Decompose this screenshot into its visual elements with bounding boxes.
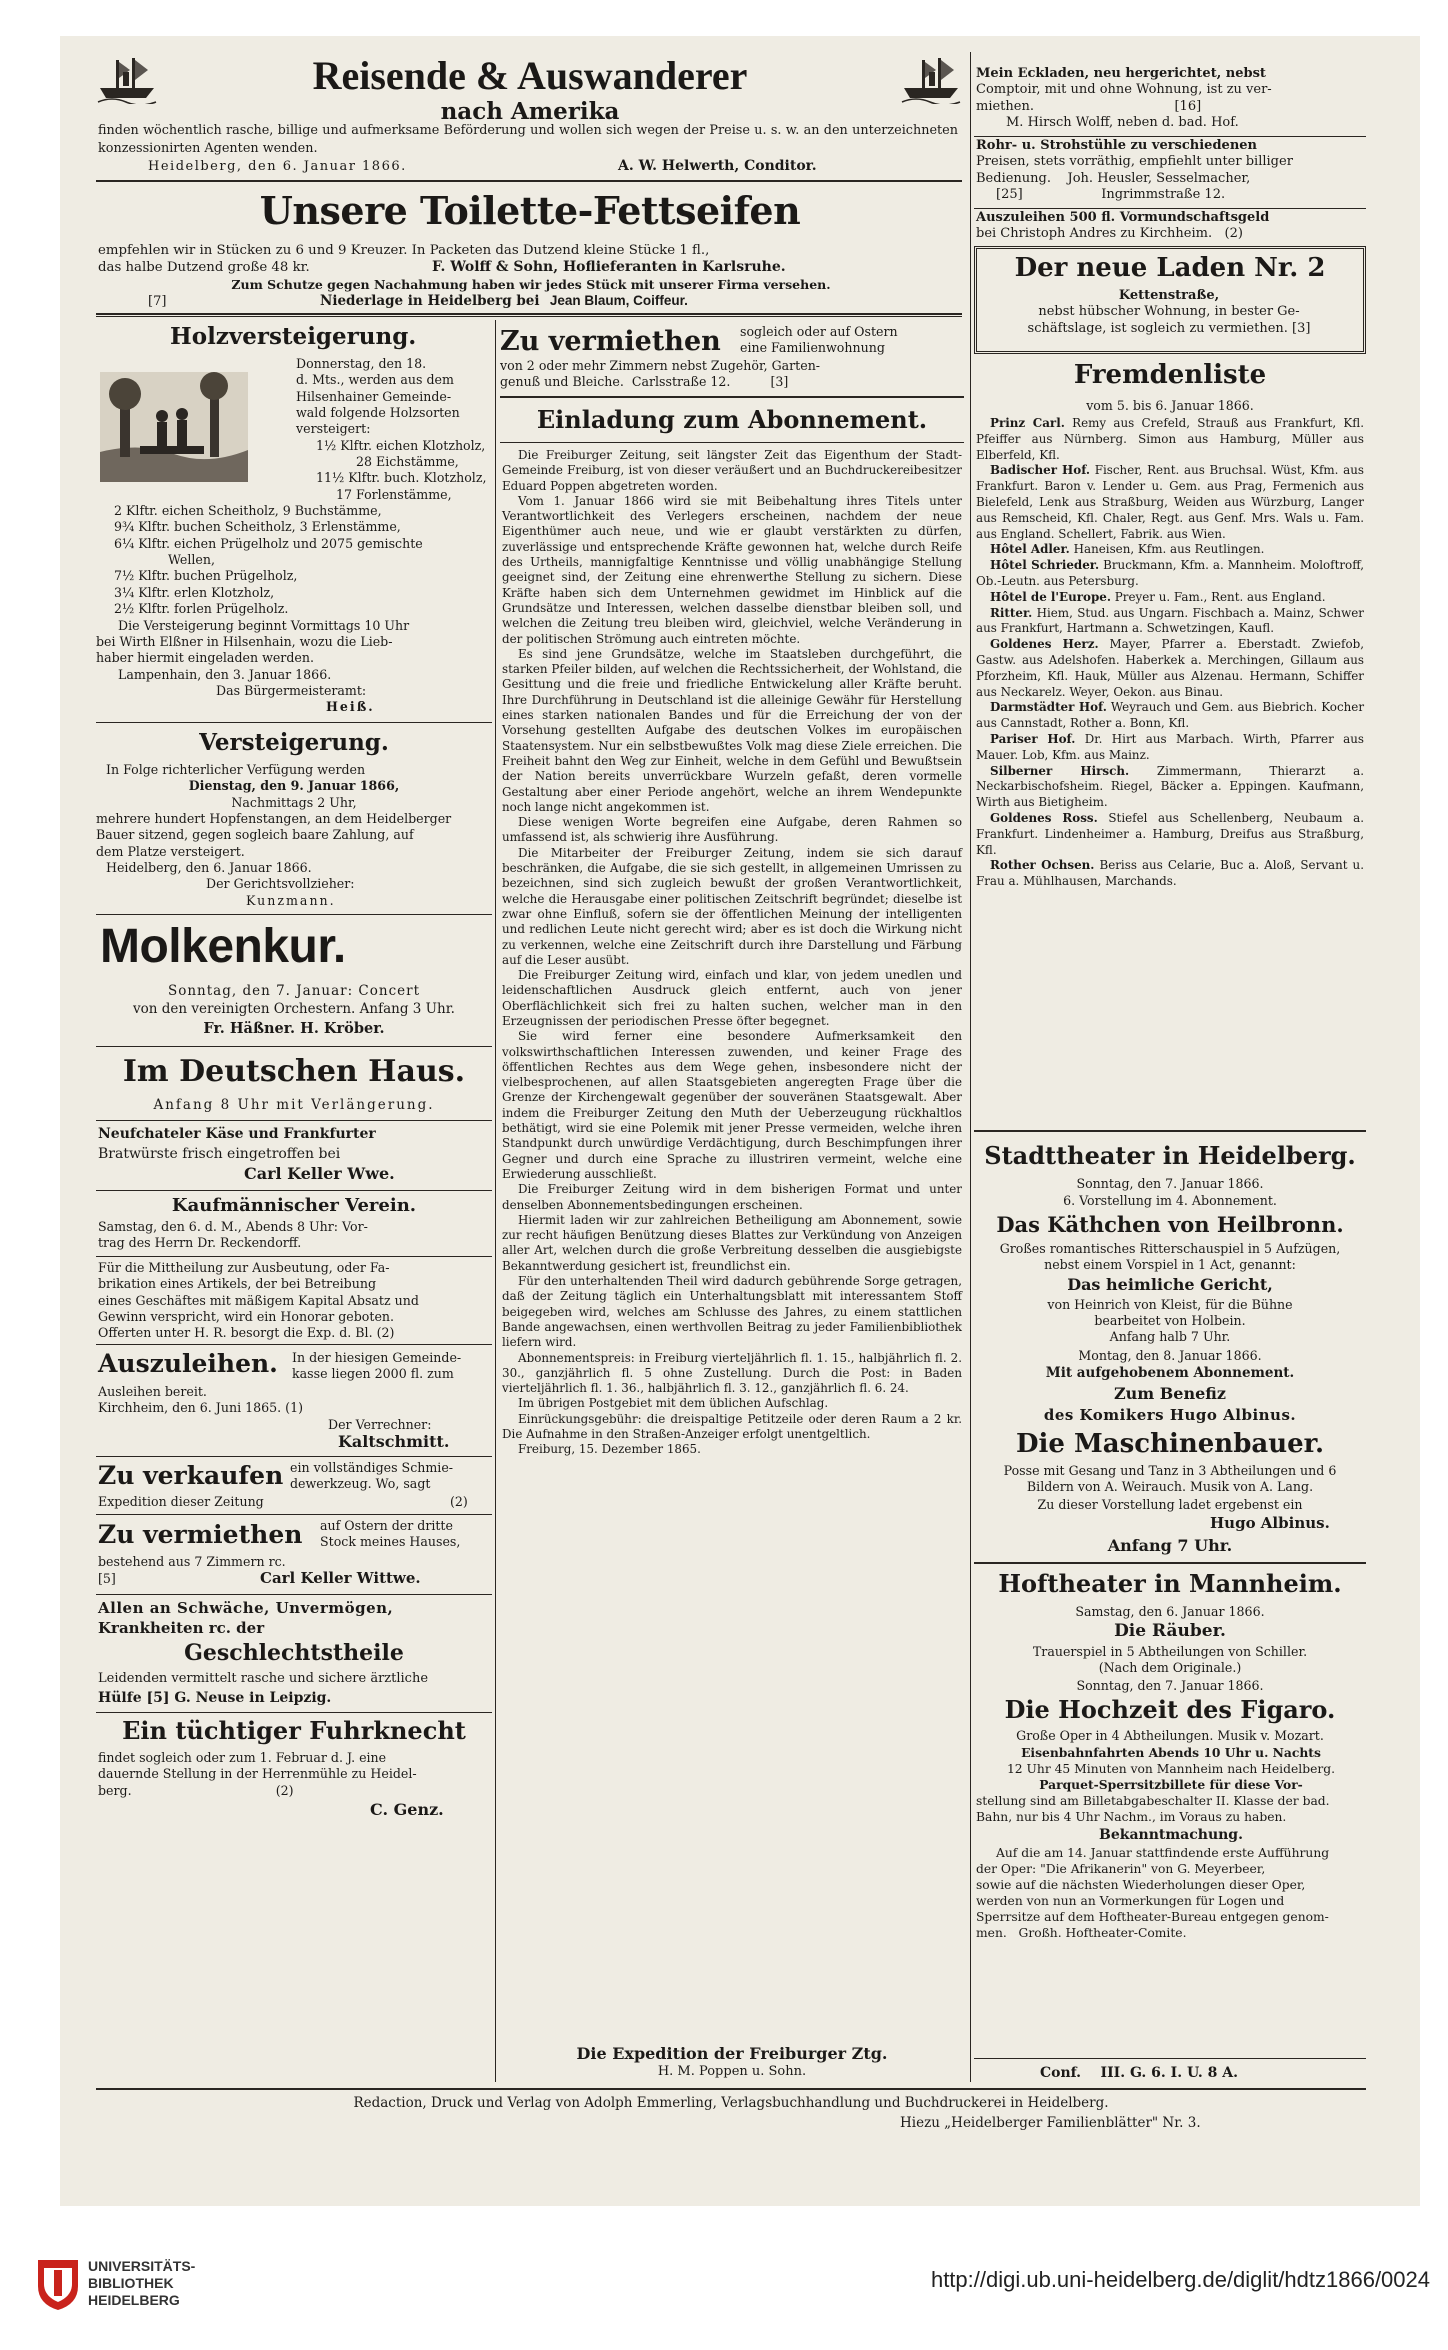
laden-line: Kettenstraße, bbox=[1118, 288, 1220, 303]
rohr-lines bbox=[976, 138, 1366, 203]
holz-line: 2½ Klftr. forlen Prügelholz. bbox=[114, 601, 289, 617]
reisende-date: Heidelberg, den 6. Januar 1866. bbox=[148, 159, 407, 174]
holz-line: 1½ Klftr. eichen Klotzholz, bbox=[316, 437, 486, 453]
auszul-side-line: In der hiesigen Gemeinde- bbox=[292, 1350, 462, 1365]
abo-para: Die Freiburger Zeitung, seit längster Zeit das Eigenthum der Stadt-Gemeinde Freiburg, ist von dieser veräußert und an Buchdruckereibesitzer Eduard Poppen abgetreten worden. bbox=[502, 448, 962, 493]
vermiethen2-title: Zu vermiethen bbox=[98, 1520, 303, 1549]
abo-para: Diese wenigen Worte begreifen eine Aufgabe, deren Rahmen so umfassend ist, als schwierig ihre Ausführung. bbox=[502, 815, 962, 845]
vermiethen2-ref: [5] bbox=[98, 1571, 116, 1586]
stadt-l5: von Heinrich von Kleist, für die Bühne bbox=[1047, 1297, 1293, 1312]
verkaufen-side bbox=[290, 1460, 494, 1493]
toilette-depot bbox=[320, 292, 960, 310]
imprint-line1: Redaction, Druck und Verlag von Adolph Emmerling, Verlagsbuchhandlung und Buchdruckerei in Heidelberg. bbox=[353, 2095, 1109, 2111]
fremden-entry-guests: Fischer, Rent. aus Bruchsal. Wüst, Kfm. aus Frankfurt. Baron v. Lender u. Gem. aus Prag, Fermenich aus Bielefeld, Lenk aus Straßburg, Weiden aus Würzburg, Langer aus Remscheid, Kfl. Chaler, Regt. aus Genf. Mrs. Wals u. Fam. aus England. Schellert, Fabrik. aus Wien. bbox=[976, 463, 1364, 541]
hof-title: Hoftheater in Mannheim. bbox=[998, 1569, 1342, 1598]
toilette-line2: das halbe Dutzend große 48 kr. bbox=[98, 260, 310, 275]
holz-line: bei Wirth Elßner in Hilsenhain, wozu die Lieb- bbox=[96, 633, 393, 649]
source-url-link[interactable]: http://digi.ub.uni-heidelberg.de/diglit/hdtz1866/0024 bbox=[930, 2267, 1430, 2292]
divider bbox=[96, 722, 492, 723]
divider bbox=[96, 1120, 492, 1121]
fremden-entry-guests: Beriss aus Celarie, Buc a. Aloß, Servant u. Frau a. Mühlhausen, Marchands. bbox=[976, 858, 1364, 889]
holz-line: Lampenhain, den 3. Januar 1866. bbox=[118, 666, 332, 682]
verkaufen-side-line: ein vollständiges Schmie- bbox=[290, 1460, 454, 1475]
holz-lines bbox=[96, 356, 496, 716]
divider bbox=[974, 136, 1366, 137]
fremden-entry-guests: Stiefel aus Schellenberg, Neubaum a. Frankfurt. Lindenheimer a. Hamburg, Dreifus aus Straßburg, Kfl. bbox=[976, 810, 1364, 857]
stadt-l13: Bildern von A. Weirauch. Musik von A. Lang. bbox=[1026, 1479, 1314, 1494]
divider bbox=[96, 316, 962, 317]
laden-line: nebst hübscher Wohnung, in bester Ge- bbox=[1038, 304, 1300, 320]
hof-line: men. Großh. Hoftheater-Comite. bbox=[976, 1926, 1187, 1940]
auszul-sign: Kaltschmitt. bbox=[338, 1432, 450, 1451]
divider bbox=[96, 1256, 492, 1257]
fremden-entry-hotel: Badischer Hof. bbox=[990, 463, 1091, 478]
toilette-title: Unsere Toilette-Fettseifen bbox=[259, 188, 801, 233]
stadt-l8: Montag, den 8. Januar 1866. bbox=[1078, 1348, 1262, 1363]
abo-title: Einladung zum Abonnement. bbox=[536, 405, 928, 434]
holz-line: Hilsenhainer Gemeinde- bbox=[296, 388, 452, 404]
vermiethen2-side-line: auf Ostern der dritte bbox=[320, 1518, 453, 1533]
fuhrknecht-line: dauernde Stellung in der Herrenmühle zu Heidel- bbox=[98, 1766, 417, 1782]
divider bbox=[96, 1712, 492, 1713]
hof-l4: Sonntag, den 7. Januar 1866. bbox=[1076, 1678, 1264, 1693]
deutsch-title: Im Deutschen Haus. bbox=[122, 1054, 466, 1089]
divider bbox=[96, 313, 962, 315]
toilette-warning: Zum Schutze gegen Nachahmung haben wir jedes Stück mit unserer Firma versehen. bbox=[231, 277, 831, 292]
divider bbox=[96, 2088, 1366, 2090]
stadt-l6: bearbeitet von Holbein. bbox=[1094, 1313, 1246, 1328]
toilette-depot-name: Jean Blaum, Coiffeur. bbox=[549, 293, 688, 308]
fremden-entry-guests: Remy aus Crefeld, Strauß aus Frankfurt, Kfl. Pfeiffer aus Nürnberg. Simon aus Hamburg, Müller aus Elberfeld, Kfl. bbox=[976, 416, 1365, 462]
holz-line: Das Bürgermeisteramt: bbox=[216, 682, 367, 698]
vermiethen2-side-line: Stock meines Hauses, bbox=[320, 1534, 461, 1550]
fremden-entry-hotel: Silberner Hirsch. bbox=[990, 763, 1130, 778]
reisende-sign: A. W. Helwerth, Conditor. bbox=[618, 158, 817, 174]
fremden-entry bbox=[976, 606, 1364, 638]
fremden-entry-guests: Preyer u. Fam., Rent. aus England. bbox=[1110, 589, 1326, 604]
eckladen-line: M. Hirsch Wolff, neben d. bad. Hof. bbox=[1006, 115, 1239, 131]
hof-line: der Oper: "Die Afrikanerin" von G. Meyerbeer, bbox=[976, 1862, 1266, 1876]
laden-line: schäftslage, ist sogleich zu vermiethen. [3] bbox=[1027, 320, 1311, 336]
vermiethen-line: genuß und Bleiche. Carlsstraße 12. [3] bbox=[500, 374, 789, 390]
vermiethen2-line: bestehend aus 7 Zimmern rc. bbox=[98, 1554, 286, 1569]
mittheilung-line: Gewinn verspricht, wird ein Honorar geboten. bbox=[98, 1309, 395, 1325]
holz-line: haber hiermit eingeladen werden. bbox=[96, 650, 314, 666]
holz-line: 11½ Klftr. buch. Klotzholz, bbox=[316, 470, 487, 486]
abo-sign2: H. M. Poppen u. Sohn. bbox=[657, 2064, 807, 2079]
hof-l1: Samstag, den 6. Januar 1866. bbox=[1075, 1604, 1265, 1619]
eckladen-lines bbox=[976, 66, 1366, 131]
verst-line: dem Platze versteigert. bbox=[96, 843, 245, 859]
ausz-line: Auszuleihen 500 fl. Vormundschaftsgeld bbox=[976, 210, 1270, 225]
fremden-entry-hotel: Hôtel Adler. bbox=[990, 542, 1070, 557]
stadt-l2: 6. Vorstellung im 4. Abonnement. bbox=[1063, 1193, 1277, 1208]
holz-line: d. Mts., werden aus dem bbox=[296, 372, 454, 388]
library-logo-line: BIBLIOTHEK bbox=[88, 2275, 174, 2291]
vermiethen-side bbox=[740, 324, 960, 357]
abo-para: Die Freiburger Zeitung wird, einfach und klar, von jedem unedlen und leidenschaftlichen Ausdruck gleich entfernt, auch von jener Oberflächlichkeit sich frei zu halten suchen, welcher man in den Erzeugnissen der periodischen Presse öfter begegnet. bbox=[502, 968, 962, 1028]
hof-l2: Trauerspiel in 5 Abtheilungen von Schiller. bbox=[1032, 1644, 1308, 1659]
university-seal-icon bbox=[34, 2256, 82, 2312]
reisende-subtitle: nach Amerika bbox=[440, 98, 620, 125]
fremden-list bbox=[976, 416, 1364, 890]
verst-line: Nachmittags 2 Uhr, bbox=[231, 794, 357, 810]
hof-l6: Eisenbahnfahrten Abends 10 Uhr u. Nachts bbox=[1021, 1745, 1321, 1760]
divider bbox=[974, 1562, 1366, 1564]
divider bbox=[96, 1456, 492, 1457]
stadt-play3: Die Maschinenbauer. bbox=[1015, 1429, 1325, 1459]
vermiethen-line: von 2 oder mehr Zimmern nebst Zugehör, Garten- bbox=[500, 358, 821, 373]
kaese-line1: Neufchateler Käse und Frankfurter bbox=[98, 1126, 376, 1142]
rohr-line: Preisen, stets vorräthig, empfiehlt unter billiger bbox=[976, 154, 1293, 170]
auszul-line: Ausleihen bereit. bbox=[98, 1384, 207, 1399]
stadt-l3: Großes romantisches Ritterschauspiel in 5 Aufzügen, bbox=[999, 1241, 1341, 1256]
hof-line: Bekanntmachung. bbox=[1099, 1827, 1243, 1843]
library-logo-line: HEIDELBERG bbox=[88, 2292, 180, 2308]
vermiethen-side-line: sogleich oder auf Ostern bbox=[740, 324, 898, 339]
divider bbox=[96, 914, 492, 915]
column-rule bbox=[970, 52, 971, 2082]
verst-lines bbox=[96, 762, 492, 909]
molken-title: Molkenkur. bbox=[100, 920, 346, 973]
divider bbox=[96, 180, 962, 182]
ausz-lines bbox=[976, 210, 1366, 243]
fremden-entry bbox=[976, 811, 1364, 858]
abo-para: Hiermit laden wir zur zahlreichen Betheiligung am Abonnement, sowie zur recht häufigen Benützung dieses Blattes zur Verkündung von Anzeigen aller Art, welchen durch die große Verbreitung desselben die ausgiebigste Bekanntwerdung gesichert ist, freundlichst ein. bbox=[502, 1212, 962, 1273]
abo-para: Sie wird ferner eine besondere Aufmerksamkeit den volkswirthschaftlichen Interessen zuwenden, und keiner Frage des öffentlichen Rechtes aus dem Wege gehen, insbesondere nicht der vielbesprochenen, auf allen Staatsgebieten angeregten Frage über die Grenze der Kirchengewalt gegenüber der souveränen Staatsgewalt. Aber indem die Freiburger Zeitung den Muth der Ueberzeugung rückhaltlos bethätigt, wird sie eine Polemik mit jener Presse vermeiden, welche ihren Standpunkt durch unwürdige Verdächtigung, durch Beschimpfungen ihrer Gegner und durch eine Sprache zu illustriren vermeint, welche eine Erwiederung ausschließt. bbox=[502, 1029, 962, 1181]
toilette-ref: [7] bbox=[148, 294, 167, 309]
fremden-entry-guests: Hiem, Stud. aus Ungarn. Fischbach a. Mainz, Schwer aus Frankfurt, Hartmann a. Schwetzingen, Kaufl. bbox=[976, 605, 1364, 636]
divider bbox=[500, 442, 964, 443]
fremden-entry-hotel: Hôtel Schrieder. bbox=[990, 558, 1100, 573]
verst-line: mehrere hundert Hopfenstangen, an dem Heidelberger bbox=[96, 811, 452, 827]
fremden-entry-hotel: Goldenes Herz. bbox=[990, 637, 1099, 652]
hof-play2: Die Hochzeit des Figaro. bbox=[1004, 1695, 1336, 1724]
fremden-title: Fremdenliste bbox=[1073, 360, 1267, 390]
verein-line: Samstag, den 6. d. M., Abends 8 Uhr: Vor- bbox=[98, 1219, 368, 1234]
schwaeche-line2: Krankheiten rc. der bbox=[98, 1619, 265, 1637]
hof-l3: (Nach dem Originale.) bbox=[1098, 1660, 1242, 1675]
fremden-entry bbox=[976, 700, 1364, 732]
kaese-line2: Bratwürste frisch eingetroffen bei bbox=[98, 1146, 341, 1162]
stadt-l4: nebst einem Vorspiel in 1 Act, genannt: bbox=[1044, 1257, 1296, 1272]
fremden-entry-hotel: Rother Ochsen. bbox=[990, 858, 1095, 873]
holz-line: 9¾ Klftr. buchen Scheitholz, 3 Erlenstämme, bbox=[114, 519, 401, 535]
hof-l5: Große Oper in 4 Abtheilungen. Musik v. Mozart. bbox=[1016, 1728, 1324, 1743]
fremden-entry bbox=[976, 542, 1364, 558]
hof-play: Die Räuber. bbox=[1114, 1621, 1226, 1641]
molken-sign: Fr. Häßner. H. Kröber. bbox=[203, 1020, 385, 1037]
holz-title: Holzversteigerung. bbox=[170, 323, 417, 350]
holz-line: Die Versteigerung beginnt Vormittags 10 Uhr bbox=[118, 617, 410, 633]
holz-line: Wellen, bbox=[168, 552, 215, 568]
fremden-entry-guests: Haneisen, Kfm. aus Reutlingen. bbox=[1069, 542, 1265, 557]
ausz-line: bei Christoph Andres zu Kirchheim. (2) bbox=[976, 226, 1243, 242]
divider bbox=[96, 1344, 492, 1345]
hof-line: Parquet-Sperrsitzbillete für diese Vor- bbox=[1039, 1777, 1303, 1792]
rohr-line: [25] Ingrimmstraße 12. bbox=[996, 187, 1226, 203]
fremden-entry bbox=[976, 590, 1364, 606]
verst-line: In Folge richterlicher Verfügung werden bbox=[106, 762, 366, 777]
fuhrknecht-line: findet sogleich oder zum 1. Februar d. J. eine bbox=[98, 1750, 387, 1765]
vermiethen2-sign: Carl Keller Wittwe. bbox=[260, 1569, 421, 1587]
verein-line: trag des Herrn Dr. Reckendorff. bbox=[98, 1235, 302, 1251]
stadt-l1: Sonntag, den 7. Januar 1866. bbox=[1076, 1176, 1264, 1191]
divider bbox=[974, 208, 1366, 209]
auszul-side-line: kasse liegen 2000 fl. zum bbox=[292, 1366, 454, 1382]
holz-line: 3¼ Klftr. erlen Klotzholz, bbox=[114, 584, 275, 600]
ship-right-icon bbox=[900, 50, 962, 104]
holz-line: versteigert: bbox=[296, 421, 371, 437]
stadt-l14: Zu dieser Vorstellung ladet ergebenst ein bbox=[1037, 1497, 1303, 1512]
fremden-entry bbox=[976, 858, 1364, 890]
stadt-play2: Das heimliche Gericht, bbox=[1067, 1275, 1273, 1294]
rohr-line: Bedienung. Joh. Heusler, Sesselmacher, bbox=[976, 170, 1251, 186]
hof-line: Sperrsitze auf dem Hoftheater-Bureau entgegen genom- bbox=[976, 1910, 1329, 1924]
toilette-firm: F. Wolff & Sohn, Hoflieferanten in Karlsruhe. bbox=[432, 259, 786, 275]
auszul-title: Auszuleihen. bbox=[98, 1349, 278, 1378]
fremden-entry-guests: Dr. Hirt aus Marbach. Wirth, Pfarrer aus Mauer. Lob, Kfm. aus Mainz. bbox=[976, 731, 1364, 762]
abo-para: Die Freiburger Zeitung wird in dem bisherigen Format und unter denselben Abonnementsbedingungen erscheinen. bbox=[502, 1182, 962, 1212]
verkaufen-title: Zu verkaufen bbox=[98, 1461, 284, 1490]
stadt-l12: Posse mit Gesang und Tanz in 3 Abtheilungen und 6 bbox=[1003, 1463, 1337, 1478]
abo-sign: Die Expedition der Freiburger Ztg. bbox=[576, 2044, 888, 2063]
hof-lines bbox=[976, 1745, 1366, 1941]
stadt-play: Das Käthchen von Heilbronn. bbox=[996, 1212, 1344, 1237]
hof-line: werden von nun an Vormerkungen für Logen und bbox=[976, 1894, 1285, 1908]
mittheilung-lines bbox=[98, 1260, 494, 1342]
abo-para: Für den unterhaltenden Theil wird dadurch gebührende Sorge getragen, daß der Zeitung täglich ein Unterhaltungsblatt mit interessantem Stoff beigegeben wird, welches am Schlusse des Jahres, zu einem stattlichen Bande angewachsen, einen werthvollen Beitrag zu jeder Familienbibliothek liefern wird. bbox=[502, 1274, 962, 1350]
verein-title: Kaufmännischer Verein. bbox=[171, 1195, 417, 1216]
holz-line: 6¼ Klftr. eichen Prügelholz und 2075 gemischte bbox=[114, 535, 423, 551]
divider bbox=[96, 1190, 492, 1191]
mittheilung-line: Für die Mittheilung zur Ausbeutung, oder Fa- bbox=[98, 1260, 390, 1275]
abo-para: Im übrigen Postgebiet mit dem üblichen Aufschlag. bbox=[518, 1396, 829, 1411]
verst-line: Der Gerichtsvollzieher: bbox=[206, 876, 355, 892]
mittheilung-line: Offerten unter H. R. besorgt die Exp. d. Bl. (2) bbox=[98, 1325, 395, 1341]
fremden-sub: vom 5. bis 6. Januar 1866. bbox=[1086, 398, 1254, 413]
ship-left-icon bbox=[96, 50, 158, 104]
toilette-line1: empfehlen wir in Stücken zu 6 und 9 Kreuzer. In Packeten das Dutzend kleine Stücke 1 fl., bbox=[98, 243, 710, 258]
holz-line: Donnerstag, den 18. bbox=[296, 356, 427, 371]
holz-line: 17 Forlenstämme, bbox=[336, 486, 452, 502]
fremden-entry-guests: Weyrauch und Gem. aus Biebrich. Kocher aus Cannstadt, Rother a. Bonn, Kfl. bbox=[976, 700, 1364, 731]
fuhrknecht-title: Ein tüchtiger Fuhrknecht bbox=[122, 1716, 466, 1745]
stadt-title: Stadttheater in Heidelberg. bbox=[984, 1141, 1356, 1170]
holz-sign: Heiß. bbox=[326, 699, 375, 715]
fremden-entry bbox=[976, 416, 1364, 463]
verkaufen-line: Expedition dieser Zeitung bbox=[98, 1494, 264, 1509]
divider bbox=[500, 396, 964, 398]
molken-line2: von den vereinigten Orchestern. Anfang 3 Uhr. bbox=[133, 1001, 455, 1017]
hof-line: Auf die am 14. Januar stattfindende erste Aufführung bbox=[996, 1846, 1330, 1860]
divider bbox=[974, 2058, 1366, 2059]
divider bbox=[96, 1046, 492, 1047]
auszul-lines bbox=[98, 1384, 494, 1433]
vermiethen2-side bbox=[320, 1518, 494, 1551]
hof-line: sowie auf die nächsten Wiederholungen dieser Oper, bbox=[976, 1878, 1306, 1892]
imprint-line2: Hiezu „Heidelberger Familienblätter" Nr. 3. bbox=[900, 2115, 1201, 2131]
mittheilung-line: brikation eines Artikels, der bei Betreibung bbox=[98, 1276, 377, 1292]
conf-line: Conf. III. G. 6. I. U. 8 A. bbox=[1040, 2065, 1238, 2081]
fremden-entry bbox=[976, 764, 1364, 811]
fremden-entry-hotel: Ritter. bbox=[990, 605, 1033, 620]
verein-lines bbox=[98, 1219, 494, 1252]
verst-line: Heidelberg, den 6. Januar 1866. bbox=[106, 860, 312, 876]
stadt-l10: Zum Benefiz bbox=[1113, 1384, 1227, 1403]
divider bbox=[974, 1130, 1366, 1132]
auszul-line: Kirchheim, den 6. Juni 1865. (1) bbox=[98, 1400, 304, 1416]
rohr-line: Rohr- u. Strohstühle zu verschiedenen bbox=[976, 138, 1257, 153]
fremden-entry-hotel: Darmstädter Hof. bbox=[990, 700, 1107, 715]
stadt-l15: Hugo Albinus. bbox=[1210, 1514, 1330, 1532]
auszul-side bbox=[292, 1350, 492, 1383]
divider bbox=[96, 1594, 492, 1595]
deutsch-line: Anfang 8 Uhr mit Verlängerung. bbox=[153, 1097, 435, 1113]
schwaeche-line4: Hülfe [5] G. Neuse in Leipzig. bbox=[98, 1690, 332, 1706]
fremden-entry-hotel: Goldenes Ross. bbox=[990, 810, 1098, 825]
toilette-depot-label: Niederlage in Heidelberg bei bbox=[320, 293, 540, 309]
holz-line: 28 Eichstämme, bbox=[356, 454, 459, 470]
divider bbox=[96, 1514, 492, 1515]
laden-title: Der neue Laden Nr. 2 bbox=[1014, 253, 1326, 283]
fremden-entry-hotel: Pariser Hof. bbox=[990, 731, 1076, 746]
hof-line: Bahn, nur bis 4 Uhr Nachm., im Voraus zu haben. bbox=[976, 1810, 1287, 1824]
mittheilung-line: eines Geschäftes mit mäßigem Kapital Absatz und bbox=[98, 1292, 419, 1308]
verst-sign: Kunzmann. bbox=[246, 892, 336, 908]
schwaeche-line3: Leidenden vermittelt rasche und sichere ärztliche bbox=[98, 1671, 429, 1686]
library-logo-line: UNIVERSITÄTS- bbox=[88, 2258, 196, 2274]
abo-body bbox=[502, 448, 962, 1458]
fremden-entry-guests: Zimmermann, Thierarzt a. Neckarbischofsheim. Riegel, Bäcker a. Eppingen. Kaufmann, Wirth aus Bietigheim. bbox=[976, 763, 1364, 810]
molken-line1: Sonntag, den 7. Januar: Concert bbox=[167, 983, 421, 999]
stadt-l16: Anfang 7 Uhr. bbox=[1107, 1536, 1233, 1555]
hof-line: stellung sind am Billetabgabeschalter II. Klasse der bad. bbox=[976, 1794, 1330, 1808]
fremden-entry bbox=[976, 558, 1364, 590]
stadt-l11: des Komikers Hugo Albinus. bbox=[1043, 1406, 1297, 1424]
fremden-entry-hotel: Hôtel de l'Europe. bbox=[990, 589, 1111, 604]
reisende-body: finden wöchentlich rasche, billige und aufmerksame Beförderung und wollen sich wegen der Preise u. s. w. an den unterzeichneten konzessionirten Agenten wenden. bbox=[98, 123, 958, 156]
fremden-entry bbox=[976, 637, 1364, 700]
schwaeche-line1: Allen an Schwäche, Unvermögen, bbox=[98, 1599, 394, 1617]
stadt-l9: Mit aufgehobenem Abonnement. bbox=[1045, 1365, 1295, 1381]
auszul-line: Der Verrechner: bbox=[328, 1416, 432, 1432]
abo-para: Abonnementspreis: in Freiburg vierteljährlich fl. 1. 15., halbjährlich fl. 2. 30., ganzjährlich fl. 5 ohne Zustellung. Durch die Post: in Baden vierteljährlich fl. 1. 36., halbjährlich fl. 3. 12., ganzjährlich fl. 6. 24. bbox=[502, 1350, 962, 1396]
eckladen-line: Mein Eckladen, neu hergerichtet, nebst bbox=[976, 66, 1266, 81]
eckladen-line: Comptoir, mit und ohne Wohnung, ist zu ver- bbox=[976, 82, 1272, 98]
reisende-title: Reisende & Auswanderer bbox=[312, 53, 748, 98]
eckladen-line: miethen. [16] bbox=[976, 98, 1202, 114]
holz-line: 7½ Klftr. buchen Prügelholz, bbox=[114, 568, 298, 584]
hof-line bbox=[976, 1745, 1366, 1761]
holz-line: wald folgende Holzsorten bbox=[296, 405, 460, 421]
verkaufen-ref: (2) bbox=[450, 1494, 468, 1509]
vermiethen-title: Zu vermiethen bbox=[500, 326, 721, 357]
fuhrknecht-sign: C. Genz. bbox=[370, 1800, 444, 1819]
kaese-sign: Carl Keller Wwe. bbox=[244, 1164, 395, 1183]
verst-title: Versteigerung. bbox=[199, 729, 389, 756]
schwaeche-title: Geschlechtstheile bbox=[184, 1640, 404, 1666]
vermiethen-side-line: eine Familienwohnung bbox=[740, 340, 885, 356]
vermiethen-lines bbox=[500, 358, 964, 391]
fuhrknecht-lines bbox=[98, 1750, 494, 1799]
fremden-entry-guests: Mayer, Pfarrer a. Eberstadt. Zwiefob, Gastw. aus Adelshofen. Haberkek a. Merchingen, Gillaum aus Pforzheim, Kfl. Hauk, Müller aus Alzenau. Hermann, Schiffer aus Neckarelz. Weyer, Oekon. aus Binau. bbox=[976, 637, 1365, 699]
holz-line: 2 Klftr. eichen Scheitholz, 9 Buchstämme, bbox=[114, 503, 382, 519]
stadt-l7: Anfang halb 7 Uhr. bbox=[1109, 1329, 1231, 1344]
abo-para: Vom 1. Januar 1866 wird sie mit Beibehaltung ihres Titels unter Verantwortlichkeit des Verlegers erscheinen, nachdem der neue Eigenthümer auch neue, und wie er glaubt verstärkten zu dürfen, zuverlässige und entsprechende Kräfte gewonnen hat, welche durch Reife des Urtheils, mannigfaltige Kenntnisse und völlig unabhängige Stellung geeignet sind, der Zeitung eine ehrenwerthe Stellung zu sichern. Diese Kräfte haben sich dem Unternehmen gewidmet im Hinblick auf die Grundsätze und Interessen, welchen dasselbe dienstbar bleiben soll, und welchen die Zeitung treu bleiben wird, gleichviel, welche Veränderung in der politischen Strömung auch eintreten möchte. bbox=[502, 493, 962, 646]
verst-line: Dienstag, den 9. Januar 1866, bbox=[188, 778, 400, 794]
verst-line: Bauer sitzend, gegen sogleich baare Zahlung, auf bbox=[96, 827, 414, 843]
abo-para: Einrückungsgebühr: die dreispaltige Petitzeile oder deren Raum a 2 kr. Die Aufnahme in den Straßen-Anzeiger erfolgt unentgeltlich. bbox=[502, 1411, 962, 1441]
abo-para: Es sind jene Grundsätze, welche im Staatsleben durchgeführt, die starken Pfeiler bilden, auf welchen die Rechtssicherheit, der Wohlstand, die Gesittung und die freie und friedliche Entwickelung aller Kräfte beruht. Ihre Durchführung in Deutschland ist die alleinige Gewähr für Herstellung eines starken nationalen Bandes und für die Erreichung der von der Vorsehung gestellten Aufgabe des deutschen Volkes im europäischen Staatensystem. Nur ein selbstbewußtes Volk mag diese Ziele erreichen. Die Freiheit bahnt den Weg zur Einheit, welche in dem Gefühl und Bewußtsein der Nation bereits unverrückbare Wurzeln gefaßt, deren vormelle Gestaltung aber einer Periode angehört, welche an ihrem Wendepunkte noch lange nicht angekommen ist. bbox=[502, 646, 962, 814]
fuhrknecht-line: berg. (2) bbox=[98, 1782, 294, 1798]
hof-line: 12 Uhr 45 Minuten von Mannheim nach Heidelberg. bbox=[1006, 1762, 1336, 1776]
verkaufen-side-line: dewerkzeug. Wo, sagt bbox=[290, 1476, 431, 1492]
fremden-entry-guests: Bruckmann, Kfm. a. Mannheim. Moloftroff, Ob.-Leutn. aus Petersburg. bbox=[976, 558, 1365, 588]
fremden-entry bbox=[976, 732, 1364, 764]
laden-lines bbox=[980, 288, 1358, 337]
fremden-entry-hotel: Prinz Carl. bbox=[990, 416, 1065, 430]
abo-para: Die Mitarbeiter der Freiburger Zeitung, indem sie sich darauf beschränken, die Aufgabe, die sie sich gestellt, in allgemeinen Umrissen zu bezeichnen, sind sich zugleich bewußt der großen Verantwortlichkeit, welche die Herausgabe einer politischen Zeitschrift begründet; dieselbe ist zwar ohne Einfluß, sofern sie der öffentlichen Meinung der intelligenten und redlichen Leute nicht gerecht wird; aber es ist doch die Wirkung nicht zu verkennen, welche eine Zeitschrift durch ihre Darstellung und Färbung auf die Leser ausübt. bbox=[502, 845, 962, 967]
abo-date: Freiburg, 15. Dezember 1865. bbox=[518, 1442, 701, 1457]
fremden-entry bbox=[976, 463, 1364, 542]
